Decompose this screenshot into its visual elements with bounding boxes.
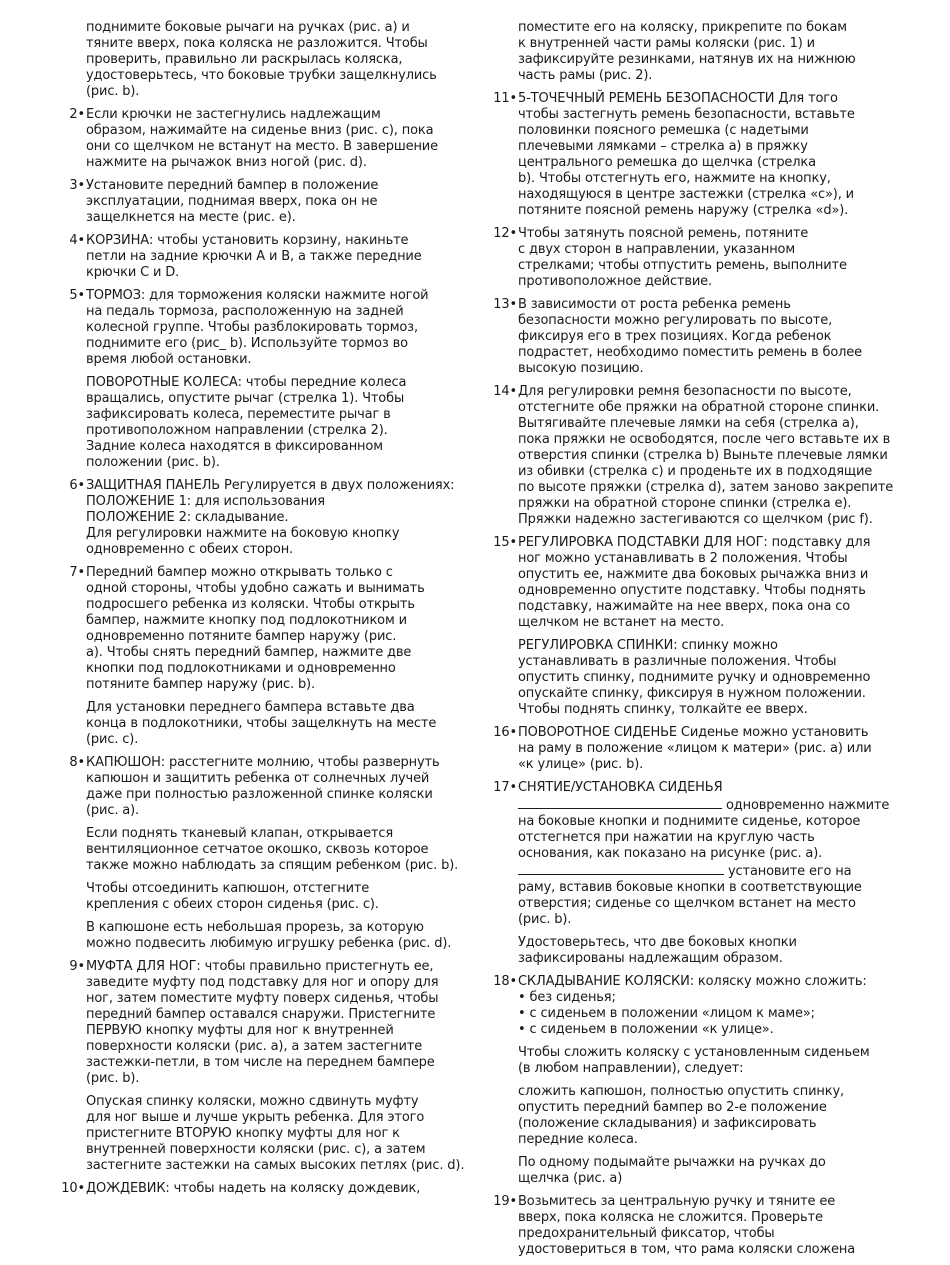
instruction-item bbox=[56, 1181, 468, 1197]
instruction-item bbox=[56, 288, 468, 471]
item-number: 10• bbox=[61, 1181, 85, 1196]
blank-line bbox=[518, 862, 724, 875]
paragraph: Если крючки не застегнулись надлежащим образом, нажимайте на сиденье вниз (рис. c), пока они со щелчком не встанут на место. В завершение нажмите на рычажок вниз ногой (рис. d). bbox=[86, 107, 438, 170]
continuation-text bbox=[488, 20, 896, 84]
instruction-item bbox=[488, 725, 896, 773]
item-number: 14• bbox=[493, 384, 517, 399]
paragraph: поднимите боковые рычаги на ручках (рис. а) и тяните вверх, пока коляска не разложится. Чтобы проверить, правильно ли раскрылась коляска, удостоверьтесь, что боковые трубки защелкнулись (рис. b). bbox=[86, 20, 437, 99]
continuation-text bbox=[56, 20, 468, 100]
paragraph: СКЛАДЫВАНИЕ КОЛЯСКИ: коляску можно сложить: • без сиденья; • с сиденьем в положении «лицом к маме»; • с сиденьем в положении «к улице». bbox=[518, 974, 867, 1037]
instruction-item bbox=[56, 178, 468, 226]
item-number: 4• bbox=[69, 233, 85, 248]
paragraph: Передний бампер можно открывать только с одной стороны, чтобы удобно сажать и вынимать подросшего ребенка из коляски. Чтобы открыть бампер, нажмите кнопку под подлокотником и одновременно потяните бампер наружу (рис. a). Чтобы снять передний бампер, нажмите две кнопки под подлокотниками и одновременно потяните бампер наружу (рис. b). bbox=[86, 565, 425, 692]
paragraph: В зависимости от роста ребенка ремень безопасности можно регулировать по высоте, фиксируя его в трех позициях. Когда ребенок подрастет, необходимо поместить ремень в более высокую позицию. bbox=[518, 297, 862, 376]
instruction-item bbox=[56, 233, 468, 281]
item-number: 11• bbox=[493, 91, 517, 106]
paragraph: Если поднять тканевый клапан, открывается вентиляционное сетчатое окошко, сквозь которое также можно наблюдать за спящим ребенком (рис. b). bbox=[86, 826, 459, 873]
fill-in-block bbox=[518, 796, 896, 928]
paragraph: МУФТА ДЛЯ НОГ: чтобы правильно пристегнуть ее, заведите муфту под подставку для ног и опору для ног, затем поместите муфту поверх сиденья, чтобы передний бампер оставался снаружи. Пристегните ПЕРВУЮ кнопку муфты для ног к внутренней поверхности коляски (рис. a), а затем застегните застежки-петли, в том числе на переднем бампере (рис. b). bbox=[86, 959, 439, 1086]
paragraph: поместите его на коляску, прикрепите по бокам к внутренней части рамы коляски (рис. 1) и зафиксируйте резинками, натянув их на нижнюю часть рамы (рис. 2). bbox=[518, 20, 856, 83]
paragraph: ДОЖДЕВИК: чтобы надеть на коляску дождевик, bbox=[86, 1181, 421, 1196]
item-number: 2• bbox=[69, 107, 85, 122]
item-number: 19• bbox=[493, 1194, 517, 1209]
paragraph: КОРЗИНА: чтобы установить корзину, накиньте петли на задние крючки A и B, а также передние крючки C и D. bbox=[86, 233, 422, 280]
instruction-item bbox=[488, 974, 896, 1187]
paragraph: В капюшоне есть небольшая прорезь, за которую можно подвесить любимую игрушку ребенка (рис. d). bbox=[86, 920, 452, 951]
paragraph: 5-ТОЧЕЧНЫЙ РЕМЕНЬ БЕЗОПАСНОСТИ Для того чтобы застегнуть ремень безопасности, вставьте половинки поясного ремешка (с надетыми плечевыми лямками – стрелка a) в пряжку центрального ремешка до щелчка (стрелка b). Чтобы отстегнуть его, нажмите на кнопку, находящуюся в центре застежки (стрелка «c»), и потяните поясной ремень наружу (стрелка «d»). bbox=[518, 91, 855, 218]
item-number: 7• bbox=[69, 565, 85, 580]
item-number: 9• bbox=[69, 959, 85, 974]
paragraph: сложить капюшон, полностью опустить спинку, опустить передний бампер во 2-е положение (положение складывания) и зафиксировать передние колеса. bbox=[518, 1084, 844, 1147]
item-number: 6• bbox=[69, 478, 85, 493]
paragraph: ТОРМОЗ: для торможения коляски нажмите ногой на педаль тормоза, расположенную на задней колесной группе. Чтобы разблокировать тормоз, поднимите его (рис_ b). Используйте тормоз во время любой остановки. bbox=[86, 288, 429, 367]
item-number: 17• bbox=[493, 780, 517, 795]
item-number: 8• bbox=[69, 755, 85, 770]
paragraph: Чтобы затянуть поясной ремень, потяните с двух сторон в направлении, указанном стрелками; чтобы отпустить ремень, выполните противоположное действие. bbox=[518, 226, 847, 289]
text-after-blank: установите его на bbox=[727, 864, 852, 879]
instruction-item bbox=[56, 107, 468, 171]
paragraph: Для установки переднего бампера вставьте два конца в подлокотники, чтобы защелкнуть на месте (рис. c). bbox=[86, 700, 437, 747]
paragraph: ЗАЩИТНАЯ ПАНЕЛЬ Регулируется в двух положениях: ПОЛОЖЕНИЕ 1: для использования ПОЛОЖЕНИЕ 2: складывание. Для регулировки нажмите на боковую кнопку одновременно с обеих сторон. bbox=[86, 478, 455, 557]
paragraph: По одному подымайте рычажки на ручках до щелчка (рис. a) bbox=[518, 1155, 826, 1186]
instruction-item bbox=[488, 1194, 896, 1258]
paragraph: Для регулировки ремня безопасности по высоте, отстегните обе пряжки на обратной стороне спинки. Вытягивайте плечевые лямки на себя (стрелка a), пока пряжки не освободятся, после чего вставьте их в отверстия спинки (стрелка b) Выньте плечевые лямки из обивки (стрелка c) и проденьте их в подходящие по высоте пряжки (стрелка d), затем заново закрепите пряжки на обратной стороне спинки (стрелка e). Пряжки надежно застегиваются со щелчком (рис f). bbox=[518, 384, 894, 527]
paragraph: на боковые кнопки и поднимите сиденье, которое отстегнется при нажатии на круглую часть основания, как показано на рисунке (рис. a). bbox=[518, 814, 861, 861]
instruction-item bbox=[56, 565, 468, 748]
instruction-item bbox=[56, 478, 468, 558]
instruction-item bbox=[488, 91, 896, 219]
left-column bbox=[56, 20, 468, 1204]
item-number: 16• bbox=[493, 725, 517, 740]
paragraph: ПОВОРОТНОЕ СИДЕНЬЕ Сиденье можно установить на раму в положение «лицом к матери» (рис. a) или «к улице» (рис. b). bbox=[518, 725, 872, 772]
instruction-item bbox=[56, 755, 468, 952]
instruction-item bbox=[488, 226, 896, 290]
paragraph: раму, вставив боковые кнопки в соответствующие отверстия; сиденье со щелчком встанет на место (рис. b). bbox=[518, 880, 862, 927]
instruction-item bbox=[56, 959, 468, 1174]
paragraph: ПОВОРОТНЫЕ КОЛЕСА: чтобы передние колеса вращались, опустите рычаг (стрелка 1). Чтобы зафиксировать колеса, переместите рычаг в противоположном направлении (стрелка 2). Задние колеса находятся в фиксированном положении (рис. b). bbox=[86, 375, 407, 470]
instruction-item bbox=[488, 297, 896, 377]
item-number: 3• bbox=[69, 178, 85, 193]
item-number: 12• bbox=[493, 226, 517, 241]
right-column bbox=[488, 20, 896, 1265]
item-number: 5• bbox=[69, 288, 85, 303]
paragraph: КАПЮШОН: расстегните молнию, чтобы развернуть капюшон и защитить ребенка от солнечных лучей даже при полностью разложенной спинке коляски (рис. a). bbox=[86, 755, 440, 818]
text-after-blank: одновременно нажмите bbox=[725, 798, 890, 813]
instruction-item bbox=[488, 535, 896, 718]
paragraph: Опуская спинку коляски, можно сдвинуть муфту для ног выше и лучше укрыть ребенка. Для этого пристегните ВТОРУЮ кнопку муфты для ног к внутренней поверхности коляски (рис. c), а затем застегните застежки на самых высоких петлях (рис. d). bbox=[86, 1094, 465, 1173]
blank-line bbox=[518, 796, 722, 809]
item-number: 13• bbox=[493, 297, 517, 312]
item-number: 15• bbox=[493, 535, 517, 550]
instruction-item bbox=[488, 780, 896, 967]
paragraph: Возьмитесь за центральную ручку и тяните ее вверх, пока коляска не сложится. Проверьте предохранительный фиксатор, чтобы удостовериться в том, что рама коляски сложена bbox=[518, 1194, 856, 1257]
item-number: 18• bbox=[493, 974, 517, 989]
paragraph: Установите передний бампер в положение эксплуатации, поднимая вверх, пока он не защелкнется на месте (рис. e). bbox=[86, 178, 379, 225]
item-title: СНЯТИЕ/УСТАНОВКА СИДЕНЬЯ bbox=[518, 780, 723, 795]
paragraph: РЕГУЛИРОВКА ПОДСТАВКИ ДЛЯ НОГ: подставку для ног можно устанавливать в 2 положения. Чтобы опустить ее, нажмите два боковых рычажка вниз и одновременно опустите подставку. Чтобы поднять подставку, нажимайте на нее вверх, пока она со щелчком не встанет на место. bbox=[518, 535, 871, 630]
paragraph: Чтобы сложить коляску с установленным сиденьем (в любом направлении), следует: bbox=[518, 1045, 870, 1076]
paragraph: РЕГУЛИРОВКА СПИНКИ: спинку можно устанавливать в различные положения. Чтобы опустить спинку, поднимите ручку и одновременно опускайте спинку, фиксируя в нужном положении. Чтобы поднять спинку, толкайте ее вверх. bbox=[518, 638, 871, 717]
paragraph: Чтобы отсоединить капюшон, отстегните крепления с обеих сторон сиденья (рис. c). bbox=[86, 881, 379, 912]
paragraph: Удостоверьтесь, что две боковых кнопки зафиксированы надлежащим образом. bbox=[518, 935, 797, 966]
instruction-item bbox=[488, 384, 896, 528]
